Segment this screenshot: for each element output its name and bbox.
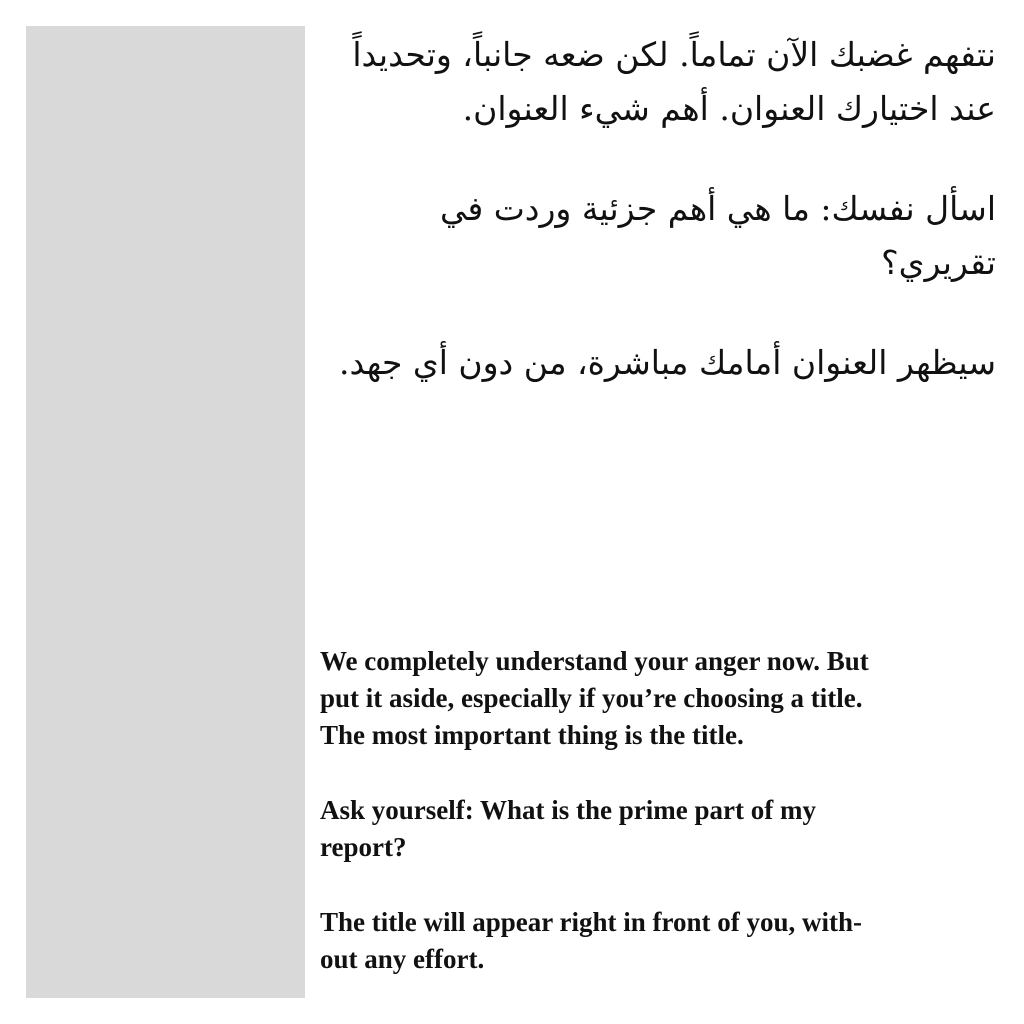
english-paragraph-1-line-1: We completely understand your anger now. But	[320, 646, 869, 676]
arabic-paragraph-2: اسأل نفسك: ما هي أهم جزئية وردت في تقريري؟	[439, 189, 996, 282]
english-paragraph-1	[320, 643, 996, 754]
english-paragraph-3-line-1: The title will appear right in front of you, with-	[320, 907, 863, 937]
arabic-paragraph-1	[330, 28, 996, 136]
english-paragraph-3	[320, 904, 996, 978]
arabic-text-block	[330, 28, 996, 436]
english-paragraph-3-line-2: out any effort.	[320, 944, 485, 974]
english-text-block	[320, 643, 996, 1016]
arabic-paragraph-1-line-2: عند اختيارك العنوان. أهم شيء العنوان.	[462, 89, 996, 128]
gray-side-panel	[26, 26, 305, 998]
english-paragraph-1-line-3: The most important thing is the title.	[320, 720, 744, 750]
arabic-paragraph-1-line-1: نتفهم غضبك الآن تماماً. لكن ضعه جانباً، وتحديداً	[352, 35, 996, 74]
english-paragraph-2-line-1: Ask yourself: What is the prime part of my	[320, 795, 816, 825]
english-paragraph-2	[320, 792, 996, 866]
english-paragraph-1-line-2: put it aside, especially if you’re choosing a title.	[320, 683, 863, 713]
english-paragraph-2-line-2: report?	[320, 832, 407, 862]
arabic-paragraph-3: سيظهر العنوان أمامك مباشرة، من دون أي جهد.	[338, 343, 996, 382]
